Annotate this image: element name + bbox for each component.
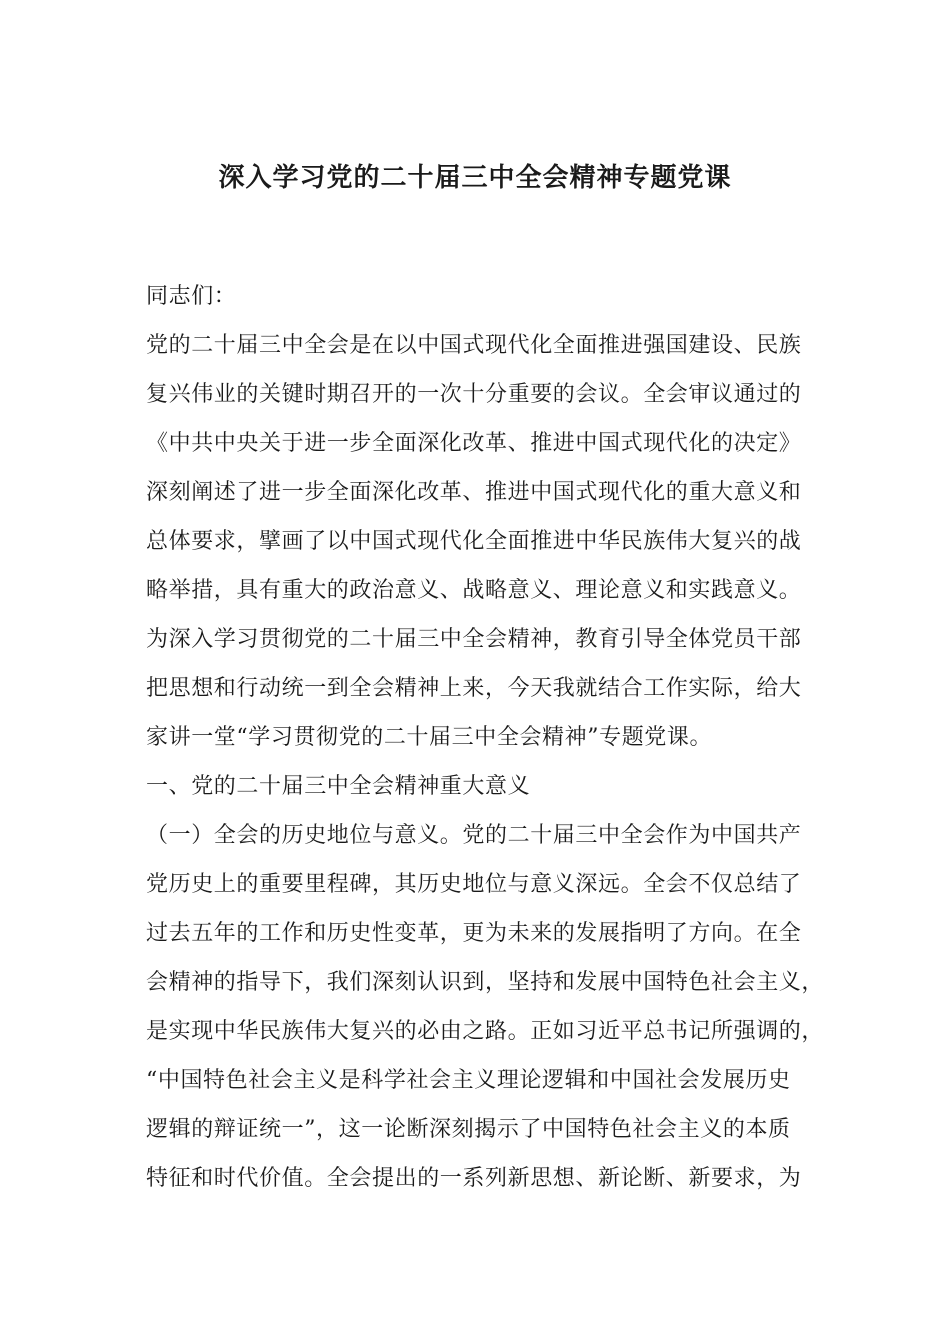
text-line: 把思想和行动统一到全会精神上来，今天我就结合工作实际，给大 — [146, 676, 802, 701]
text-line: 同志们： — [146, 284, 237, 309]
text-line: 逻辑的辩证统一”，这一论断深刻揭示了中国特色社会主义的本质 — [146, 1117, 791, 1142]
text-line: 为深入学习贯彻党的二十届三中全会精神，教育引导全体党员干部 — [146, 627, 802, 652]
text-line: 会精神的指导下，我们深刻认识到，坚持和发展中国特色社会主义， — [146, 970, 825, 995]
text-line: （一）全会的历史地位与意义。党的二十届三中全会作为中国共产 — [146, 823, 802, 848]
text-line: 家讲一堂“学习贯彻党的二十届三中全会精神”专题党课。 — [146, 725, 713, 750]
text-line: 复兴伟业的关键时期召开的一次十分重要的会议。全会审议通过的 — [146, 382, 802, 407]
text-line: 总体要求，擘画了以中国式现代化全面推进中华民族伟大复兴的战 — [146, 529, 802, 554]
text-line: “中国特色社会主义是科学社会主义理论逻辑和中国社会发展历史 — [146, 1068, 791, 1093]
text-line: 特征和时代价值。全会提出的一系列新思想、新论断、新要求，为 — [146, 1166, 802, 1191]
text-line: 略举措，具有重大的政治意义、战略意义、理论意义和实践意义。 — [146, 578, 802, 603]
text-line: 《中共中央关于进一步全面深化改革、推进中国式现代化的决定》 — [146, 431, 802, 456]
text-line: 深刻阐述了进一步全面深化改革、推进中国式现代化的重大意义和 — [146, 480, 802, 505]
text-line: 过去五年的工作和历史性变革，更为未来的发展指明了方向。在全 — [146, 921, 802, 946]
text-line: 党的二十届三中全会是在以中国式现代化全面推进强国建设、民族 — [146, 333, 802, 358]
text-line: 是实现中华民族伟大复兴的必由之路。正如习近平总书记所强调的， — [146, 1019, 825, 1044]
section-heading: 一、党的二十届三中全会精神重大意义 — [146, 774, 531, 799]
text-line: 党历史上的重要里程碑，其历史地位与意义深远。全会不仅总结了 — [146, 872, 802, 897]
document-title: 深入学习党的二十届三中全会精神专题党课 — [218, 163, 732, 193]
